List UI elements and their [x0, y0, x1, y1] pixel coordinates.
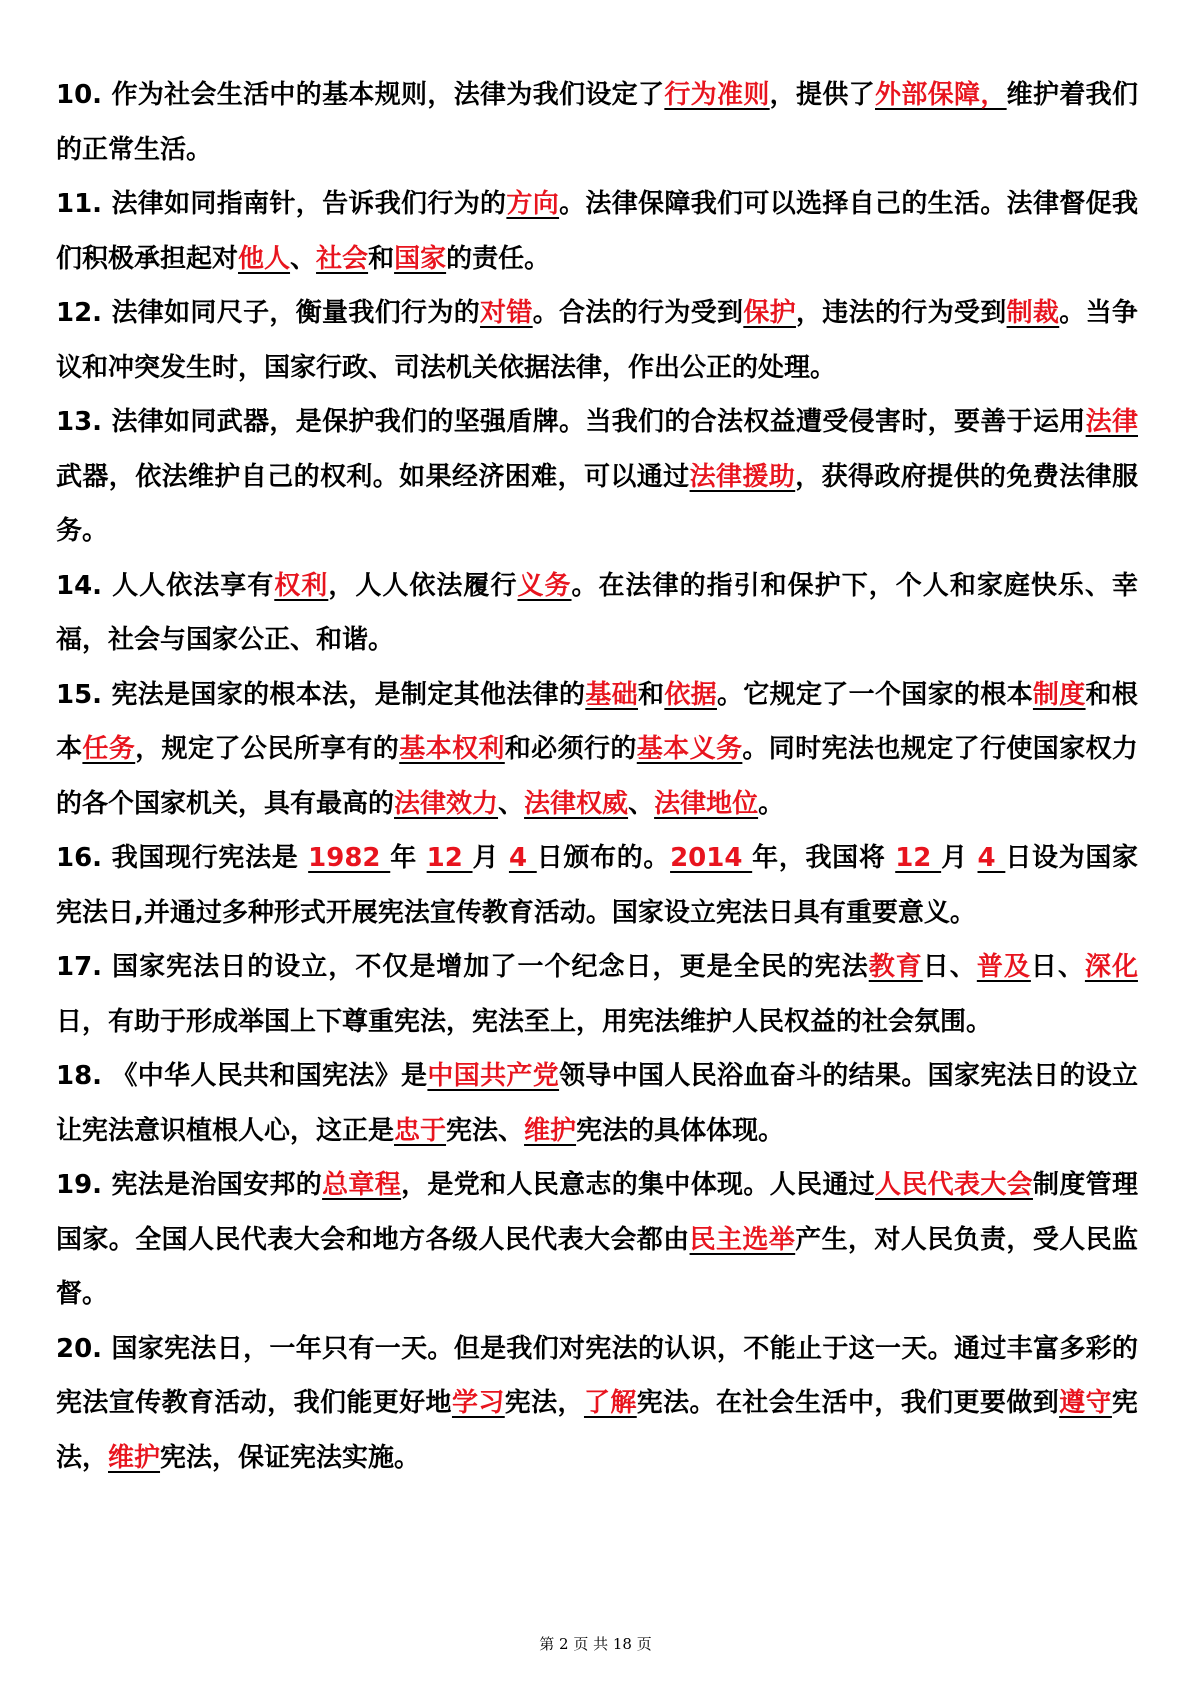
paragraph-text: 武器，依法维护自己的权利。如果经济困难，可以通过: [56, 461, 690, 492]
document-body: [56, 68, 1138, 1485]
paragraph-text: 。法律保障我们可以选择自己的生活。法律督促我们积极承担起对: [56, 189, 1138, 274]
paragraph-item: [56, 68, 1138, 177]
paragraph-text: 、: [290, 243, 317, 274]
paragraph-item: [56, 286, 1138, 395]
answer-highlight: 中国共产党: [427, 1061, 560, 1091]
answer-highlight: 外部保障，: [875, 80, 1007, 110]
paragraph-text: 领导中国人民浴血奋斗的结果。国家宪法日的设立让宪法意识植根人心，这正是: [56, 1061, 1138, 1146]
answer-highlight: 维护: [108, 1442, 161, 1473]
paragraph-item: [56, 940, 1138, 1049]
page-footer: 第 2 页 共 18 页: [539, 1635, 652, 1653]
paragraph-text: 宪法，: [504, 1388, 584, 1418]
paragraph-text: 18. 《中华人民共和国宪法》是: [56, 1061, 428, 1091]
answer-highlight: 法律: [1085, 407, 1138, 437]
answer-highlight: 普及: [976, 952, 1031, 982]
paragraph-text: 19. 宪法是治国安邦的: [56, 1170, 323, 1200]
paragraph-text: 、: [498, 788, 525, 819]
paragraph-text: 16. 我国现行宪法是: [56, 843, 309, 873]
answer-highlight: 深化: [1084, 952, 1138, 982]
answer-highlight: 制裁: [1006, 298, 1060, 328]
paragraph-text: 维护着我们的正常生活。: [56, 80, 1138, 165]
paragraph-text: 日、: [922, 952, 977, 982]
paragraph-text: 宪法，保证宪法实施。: [160, 1442, 421, 1473]
paragraph-text: 。它规定了一个国家的根本: [716, 679, 1033, 710]
paragraph-item: [56, 831, 1138, 940]
answer-highlight: 保护: [743, 298, 796, 328]
answer-highlight: 12: [895, 843, 942, 873]
answer-highlight: 权利: [274, 570, 329, 601]
paragraph-text: 日，有助于形成举国上下尊重宪法，宪法至上，用宪法维护人民权益的社会氛围。: [56, 1006, 993, 1037]
answer-highlight: 法律效力: [394, 788, 499, 819]
paragraph-text: ，人人依法履行: [328, 570, 518, 601]
paragraph-text: 、: [628, 788, 655, 819]
answer-highlight: 民主选举: [689, 1224, 796, 1255]
paragraph-text: 。同时宪法也规定了行使国家权力的各个国家机关，具有最高的: [56, 734, 1138, 819]
paragraph-text: ，提供了: [769, 80, 875, 110]
paragraph-text: 的责任。: [446, 243, 551, 274]
paragraph-item: [56, 1322, 1138, 1486]
paragraph-text: ，是党和人民意志的集中体现。人民通过: [401, 1170, 875, 1200]
paragraph-text: 日设为国家宪法日,并通过多种形式开展宪法宣传教育活动。国家设立宪法日具有重要意义。: [56, 843, 1138, 928]
answer-highlight: 法律地位: [654, 788, 759, 819]
paragraph-text: 15. 宪法是国家的根本法，是制定其他法律的: [56, 679, 586, 710]
paragraph-text: ，获得政府提供的免费法律服务。: [56, 461, 1138, 546]
answer-highlight: 教育: [868, 952, 923, 982]
paragraph-text: 月: [941, 843, 978, 873]
paragraph-text: 宪法、: [446, 1115, 525, 1146]
answer-highlight: 国家: [394, 243, 447, 274]
answer-highlight: 法律援助: [689, 461, 796, 492]
paragraph-text: 20. 国家宪法日，一年只有一天。但是我们对宪法的认识，不能止于这一天。通过丰富多彩的宪法宣传教育活动，我们能更好地: [56, 1333, 1138, 1418]
paragraph-text: 宪法的具体体现。: [576, 1115, 785, 1146]
answer-highlight: 12: [426, 843, 473, 873]
paragraph-text: 。在法律的指引和保护下，个人和家庭快乐、幸福，社会与国家公正、和谐。: [56, 570, 1138, 655]
answer-highlight: 义务: [517, 570, 572, 601]
paragraph-text: ，违法的行为受到: [795, 298, 1007, 328]
paragraph-text: 11. 法律如同指南针，告诉我们行为的: [56, 189, 507, 219]
answer-highlight: 维护: [524, 1115, 577, 1146]
answer-highlight: 1982: [308, 843, 391, 873]
paragraph-text: 年: [390, 843, 427, 873]
answer-highlight: 忠于: [394, 1115, 447, 1146]
paragraph-item: [56, 559, 1138, 668]
paragraph-text: 17. 国家宪法日的设立，不仅是增加了一个纪念日，更是全民的宪法: [56, 952, 869, 982]
answer-highlight: 基础: [585, 679, 638, 710]
answer-highlight: 基本义务: [636, 734, 743, 764]
answer-highlight: 了解: [583, 1388, 637, 1418]
paragraph-text: 日颁布的。: [536, 843, 671, 873]
paragraph-text: 产生，对人民负责，受人民监督。: [56, 1224, 1138, 1309]
answer-highlight: 方向: [506, 189, 560, 219]
paragraph-item: [56, 1158, 1138, 1322]
answer-highlight: 总章程: [322, 1170, 402, 1200]
paragraph-text: 宪法，: [56, 1388, 1138, 1473]
paragraph-text: 日、: [1030, 952, 1085, 982]
answer-highlight: 基本权利: [399, 734, 505, 764]
answer-highlight: 学习: [451, 1388, 505, 1418]
paragraph-text: 12. 法律如同尺子，衡量我们行为的: [56, 298, 481, 328]
paragraph-text: 月: [472, 843, 509, 873]
paragraph-item: [56, 177, 1138, 286]
paragraph-item: [56, 668, 1138, 832]
paragraph-text: 年，我国将: [752, 843, 896, 873]
answer-highlight: 遵守: [1059, 1388, 1112, 1418]
answer-highlight: 社会: [316, 243, 369, 274]
paragraph-text: 宪法。在社会生活中，我们更要做到: [636, 1388, 1060, 1418]
answer-highlight: 4: [977, 843, 1006, 873]
paragraph-text: 。: [758, 788, 785, 819]
paragraph-text: 13. 法律如同武器，是保护我们的坚强盾牌。当我们的合法权益遭受侵害时，要善于运用: [56, 407, 1086, 437]
answer-highlight: 法律权威: [524, 788, 629, 819]
answer-highlight: 2014: [670, 843, 753, 873]
answer-highlight: 任务: [82, 734, 136, 764]
answer-highlight: 4: [508, 843, 537, 873]
paragraph-text: 和根本: [56, 679, 1138, 764]
paragraph-text: 14. 人人依法享有: [56, 570, 275, 601]
paragraph-text: 和必须行的: [504, 734, 637, 764]
paragraph-text: 。合法的行为受到: [532, 298, 744, 328]
answer-highlight: 制度: [1032, 679, 1086, 710]
paragraph-item: [56, 1049, 1138, 1158]
answer-highlight: 人民代表大会: [875, 1170, 1033, 1200]
paragraph-text: 。当争议和冲突发生时，国家行政、司法机关依据法律，作出公正的处理。: [56, 298, 1138, 383]
paragraph-text: 和: [368, 243, 395, 274]
paragraph-text: 10. 作为社会生活中的基本规则，法律为我们设定了: [56, 80, 665, 110]
answer-highlight: 他人: [238, 243, 291, 274]
paragraph-text: 制度管理国家。全国人民代表大会和地方各级人民代表大会都由: [56, 1170, 1138, 1255]
paragraph-item: [56, 395, 1138, 559]
paragraph-text: 和: [638, 679, 665, 710]
answer-highlight: 对错: [480, 298, 533, 328]
paragraph-text: ，规定了公民所享有的: [135, 734, 400, 764]
answer-highlight: 依据: [664, 679, 717, 710]
answer-highlight: 行为准则: [664, 80, 770, 110]
